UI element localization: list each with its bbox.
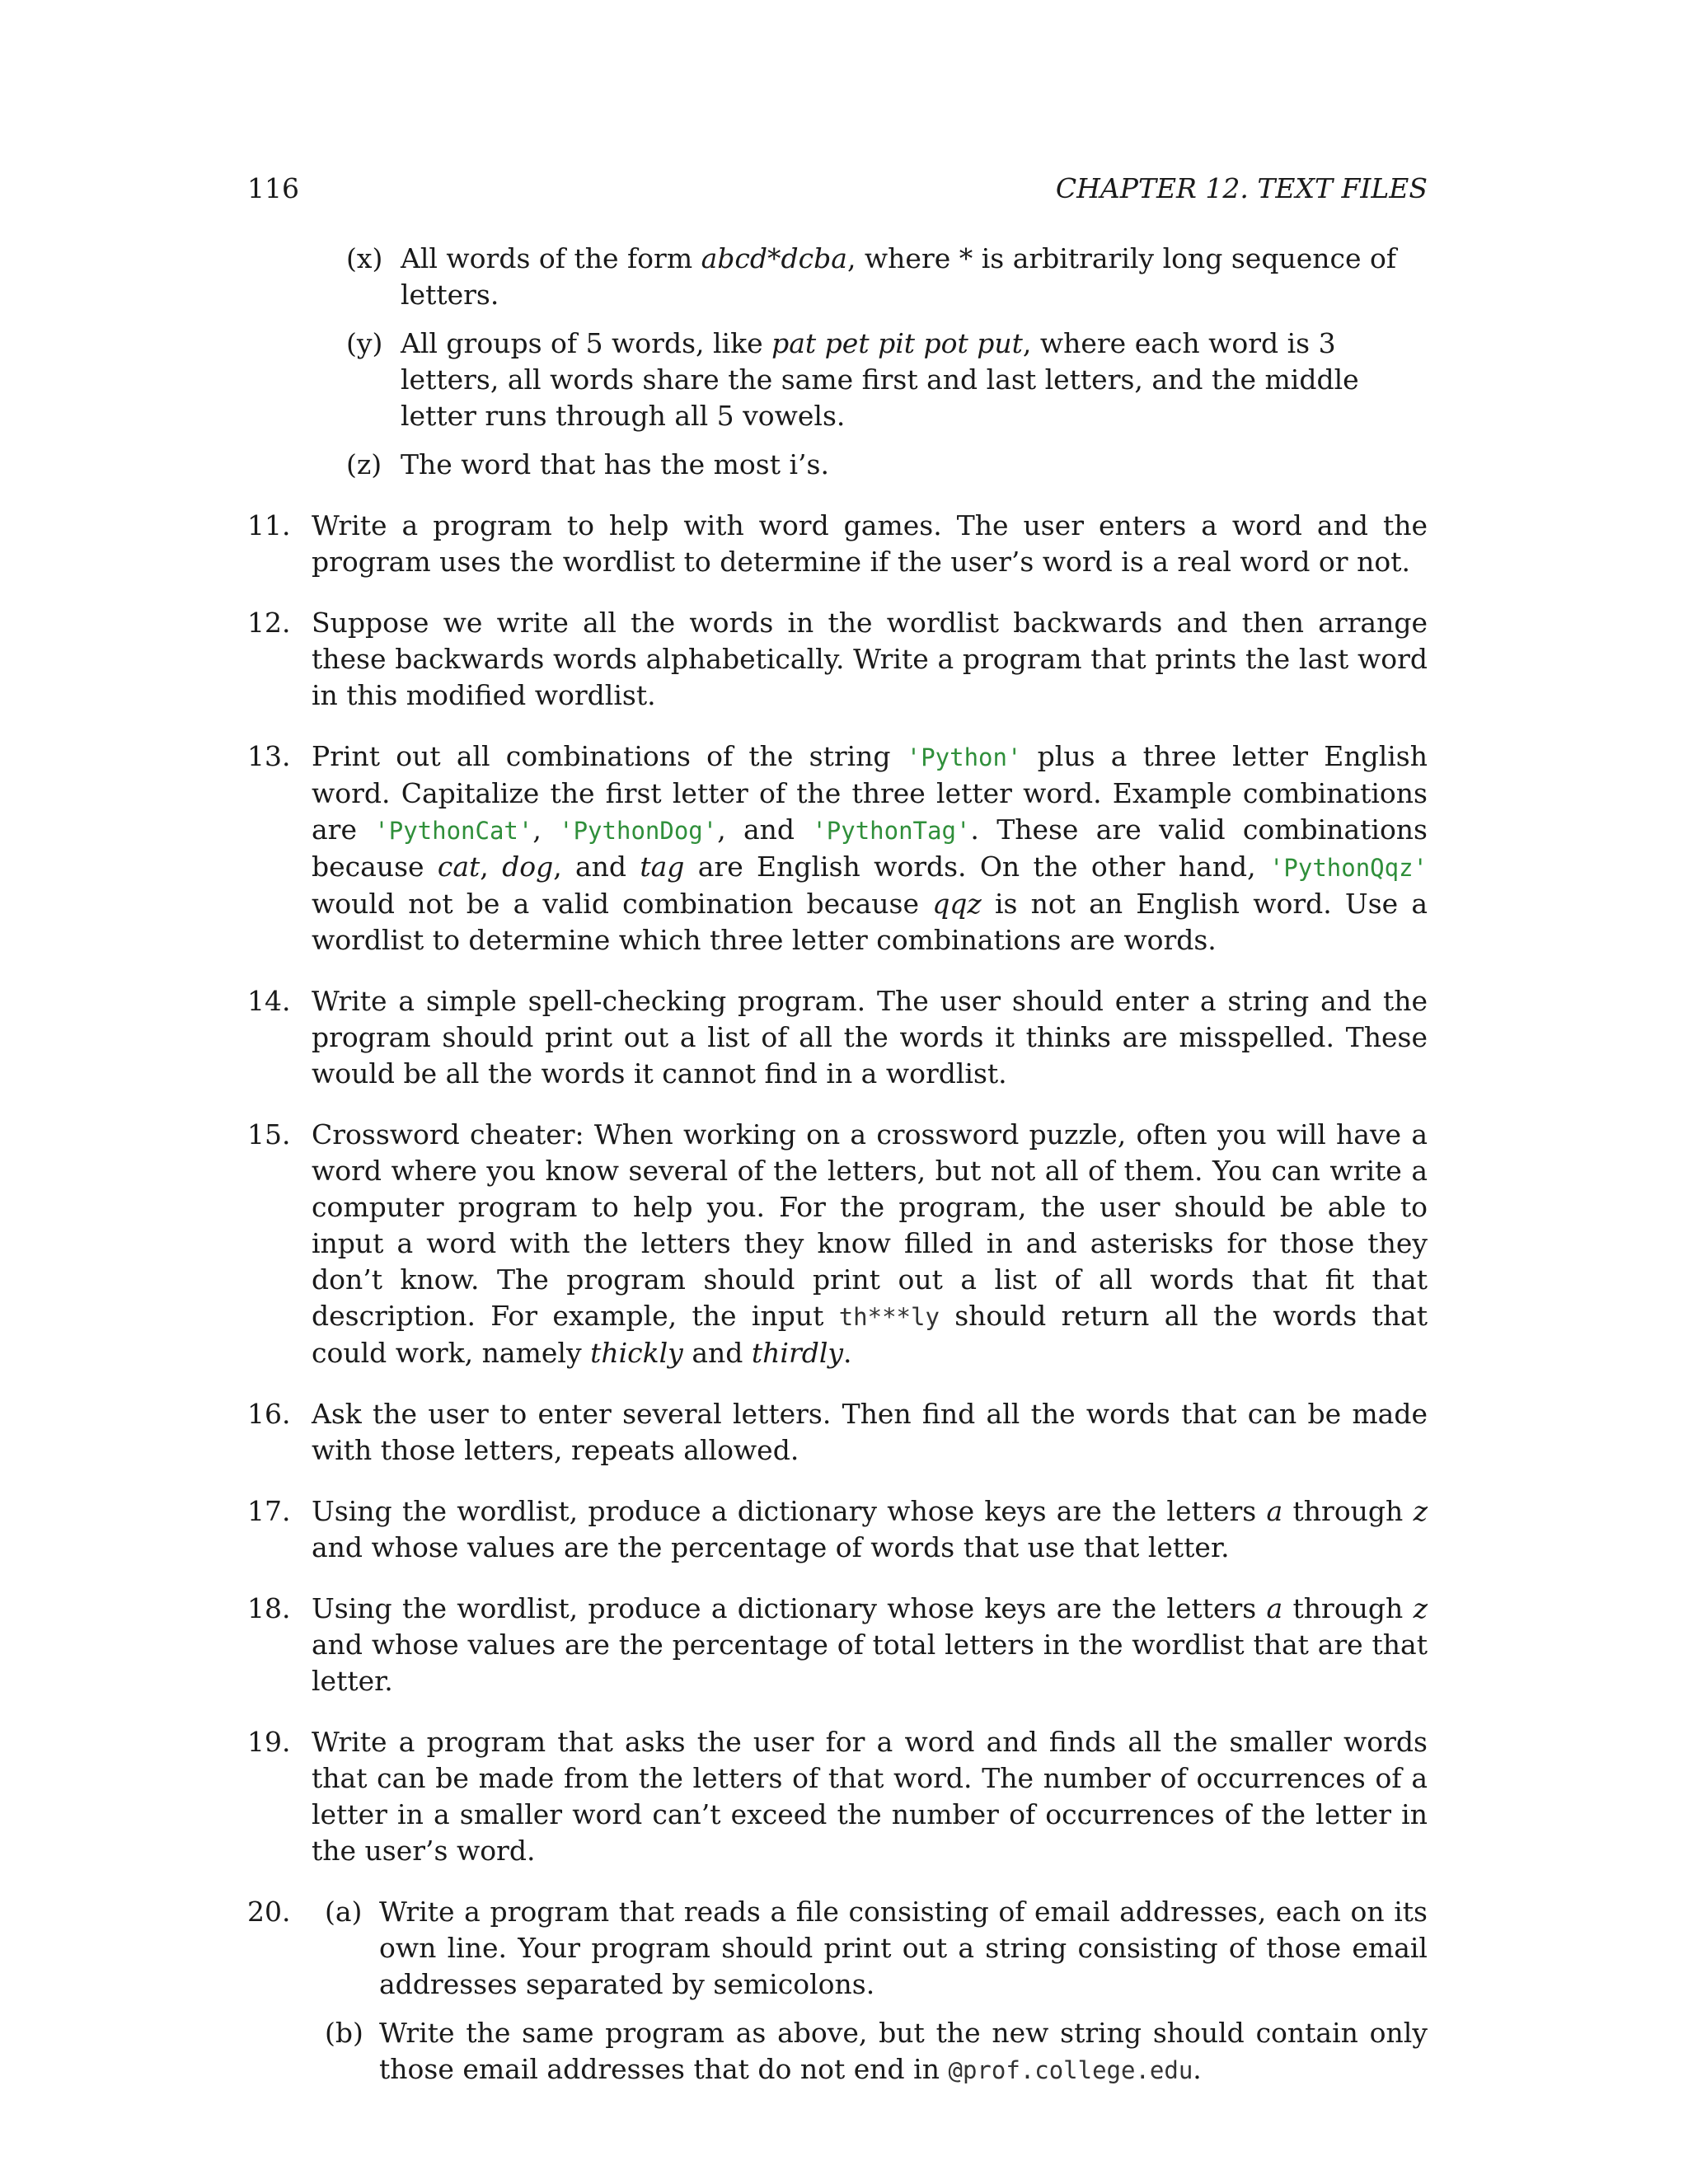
exercise-number: 16. — [247, 1398, 291, 1430]
subitem-y — [346, 326, 1428, 434]
italic-run: a — [1266, 1495, 1283, 1527]
exercise-list — [247, 241, 1428, 2113]
text-run: . — [843, 1337, 852, 1369]
exercise-number: 12. — [247, 607, 291, 639]
page-header — [247, 168, 1428, 209]
text-run: Print out all combinations of the string — [312, 740, 907, 772]
exercise-text: Ask the user to enter several letters. Then find all the words that can be made with those letters, repeats allowed. — [312, 1398, 1428, 1466]
text-run: through — [1282, 1592, 1414, 1624]
exercise-text — [312, 738, 1428, 958]
text-run: , — [532, 813, 560, 846]
subitem-a — [325, 1894, 1428, 2003]
exercise-number: 13. — [247, 740, 291, 772]
subitem-label: (x) — [346, 242, 383, 274]
text-run: and — [682, 1337, 752, 1369]
exercise-text: Write a program that asks the user for a word and finds all the smaller words that can be made from the letters of that word. The number of occurrences of a letter in a smaller word can’t exceed the number of occurrences of the letter in the user’s word. — [312, 1726, 1428, 1867]
code-literal: 'PythonCat' — [374, 817, 533, 845]
exercise-16 — [247, 1396, 1428, 1469]
italic-run: tag — [640, 851, 685, 883]
text-run: , where * is arbitrarily long sequence of letters. — [401, 242, 1397, 311]
text-run: are English words. On the other hand, — [684, 851, 1269, 883]
exercise-17 — [247, 1493, 1428, 1566]
italic-run: z — [1413, 1495, 1428, 1527]
subitem-label: (y) — [346, 327, 383, 359]
page-number: 116 — [247, 172, 299, 204]
exercise-number: 11. — [247, 509, 291, 541]
exercise-20-subitems — [325, 1894, 1428, 2088]
running-head: CHAPTER 12. TEXT FILES — [1055, 172, 1428, 204]
text-run: . These are valid combinations because — [312, 813, 1428, 883]
subitem-text: The word that has the most i’s. — [401, 448, 829, 480]
text-run: Crossword cheater: When working on a crossword puzzle, often you will have a word where you know several of the letters, but not all of them. You can write a computer program to help you. For the program, the user should be able to input a word with the letters they know filled in and asterisks for those they don’t know. The program should print out a list of all words that fit that description. For example, the input — [312, 1118, 1428, 1332]
text-run: , and — [717, 813, 813, 846]
italic-run: z — [1413, 1592, 1428, 1624]
exercise-12 — [247, 605, 1428, 714]
italic-run: qqz — [932, 888, 982, 920]
subitem-x — [346, 241, 1428, 313]
subitem-b — [325, 2015, 1428, 2088]
exercise-20 — [247, 1894, 1428, 2088]
italic-run: abcd*dcba — [701, 242, 847, 274]
exercise-text — [312, 1493, 1428, 1566]
code-literal: 'PythonDog' — [559, 817, 718, 845]
exercise-15 — [247, 1117, 1428, 1371]
italic-run: cat — [437, 851, 481, 883]
text-run: is not an English word. Use a wordlist to determine which three letter combinations are words. — [312, 888, 1428, 956]
text-run: All words of the form — [401, 242, 701, 274]
italic-run: dog — [502, 851, 554, 883]
exercise-number: 15. — [247, 1118, 291, 1151]
text-run: , where each word is 3 letters, all words share the same first and last letters, and the middle letter runs through all 5 vowels. — [401, 327, 1359, 432]
text-run: . — [1193, 2053, 1202, 2085]
subitem-text — [379, 2015, 1428, 2088]
code-literal: 'PythonQqz' — [1268, 854, 1428, 882]
exercise-text: Suppose we write all the words in the wordlist backwards and then arrange these backwards words alphabetically. Write a program that prints the last word in this modified wordlist. — [312, 607, 1428, 711]
text-run: and whose values are the percentage of words that use that letter. — [312, 1531, 1230, 1563]
exercise-14 — [247, 983, 1428, 1092]
code-literal: 'Python' — [906, 743, 1022, 771]
exercise-text — [312, 1591, 1428, 1699]
text-run: should return all the words that could work, namely — [312, 1300, 1428, 1369]
text-run: , and — [553, 851, 640, 883]
italic-run: thickly — [590, 1337, 683, 1369]
exercise-13 — [247, 738, 1428, 958]
continued-subitems — [346, 241, 1428, 483]
exercise-number: 18. — [247, 1592, 291, 1624]
italic-run: thirdly — [751, 1337, 844, 1369]
exercise-number: 17. — [247, 1495, 291, 1527]
text-run: and whose values are the percentage of total letters in the wordlist that are that letter. — [312, 1629, 1428, 1697]
exercise-number: 14. — [247, 985, 291, 1017]
exercise-text: Write a program to help with word games. The user enters a word and the program uses the wordlist to determine if the user’s word is a real word or not. — [312, 509, 1428, 578]
exercise-number: 20. — [247, 1896, 291, 1928]
exercise-text — [312, 1117, 1428, 1371]
subitem-text — [401, 241, 1428, 313]
subitem-label: (a) — [325, 1896, 363, 1928]
code-literal: th***ly — [838, 1303, 940, 1331]
code-literal: @prof.college.edu — [948, 2056, 1193, 2084]
text-run: Using the wordlist, produce a dictionary whose keys are the letters — [312, 1592, 1267, 1624]
text-run: All groups of 5 words, like — [401, 327, 772, 359]
text-run: , — [480, 851, 503, 883]
exercise-text: Write a simple spell-checking program. The user should enter a string and the program should print out a list of all the words it thinks are misspelled. These would be all the words it cannot find in a wordlist. — [312, 985, 1428, 1090]
text-run: plus a three letter English word. Capitalize the first letter of the three letter word. Example combinations are — [312, 740, 1428, 846]
exercise-18 — [247, 1591, 1428, 1699]
subitem-z — [346, 447, 1428, 483]
subitem-label: (b) — [325, 2017, 363, 2049]
text-run: Write the same program as above, but the new string should contain only those email addresses that do not end in — [379, 2017, 1428, 2085]
subitem-label: (z) — [346, 448, 382, 480]
text-run: would not be a valid combination because — [312, 888, 933, 920]
italic-run: a — [1266, 1592, 1283, 1624]
exercise-19 — [247, 1724, 1428, 1869]
code-literal: 'PythonTag' — [812, 817, 971, 845]
text-run: through — [1282, 1495, 1414, 1527]
exercise-11 — [247, 508, 1428, 580]
subitem-text: Write a program that reads a file consisting of email addresses, each on its own line. Your program should print out a string consisting of those email addresses separated by semicolons. — [379, 1896, 1428, 2000]
subitem-text — [401, 326, 1428, 434]
italic-run: pat pet pit pot put — [771, 327, 1023, 359]
text-run: Using the wordlist, produce a dictionary whose keys are the letters — [312, 1495, 1267, 1527]
exercise-number: 19. — [247, 1726, 291, 1758]
